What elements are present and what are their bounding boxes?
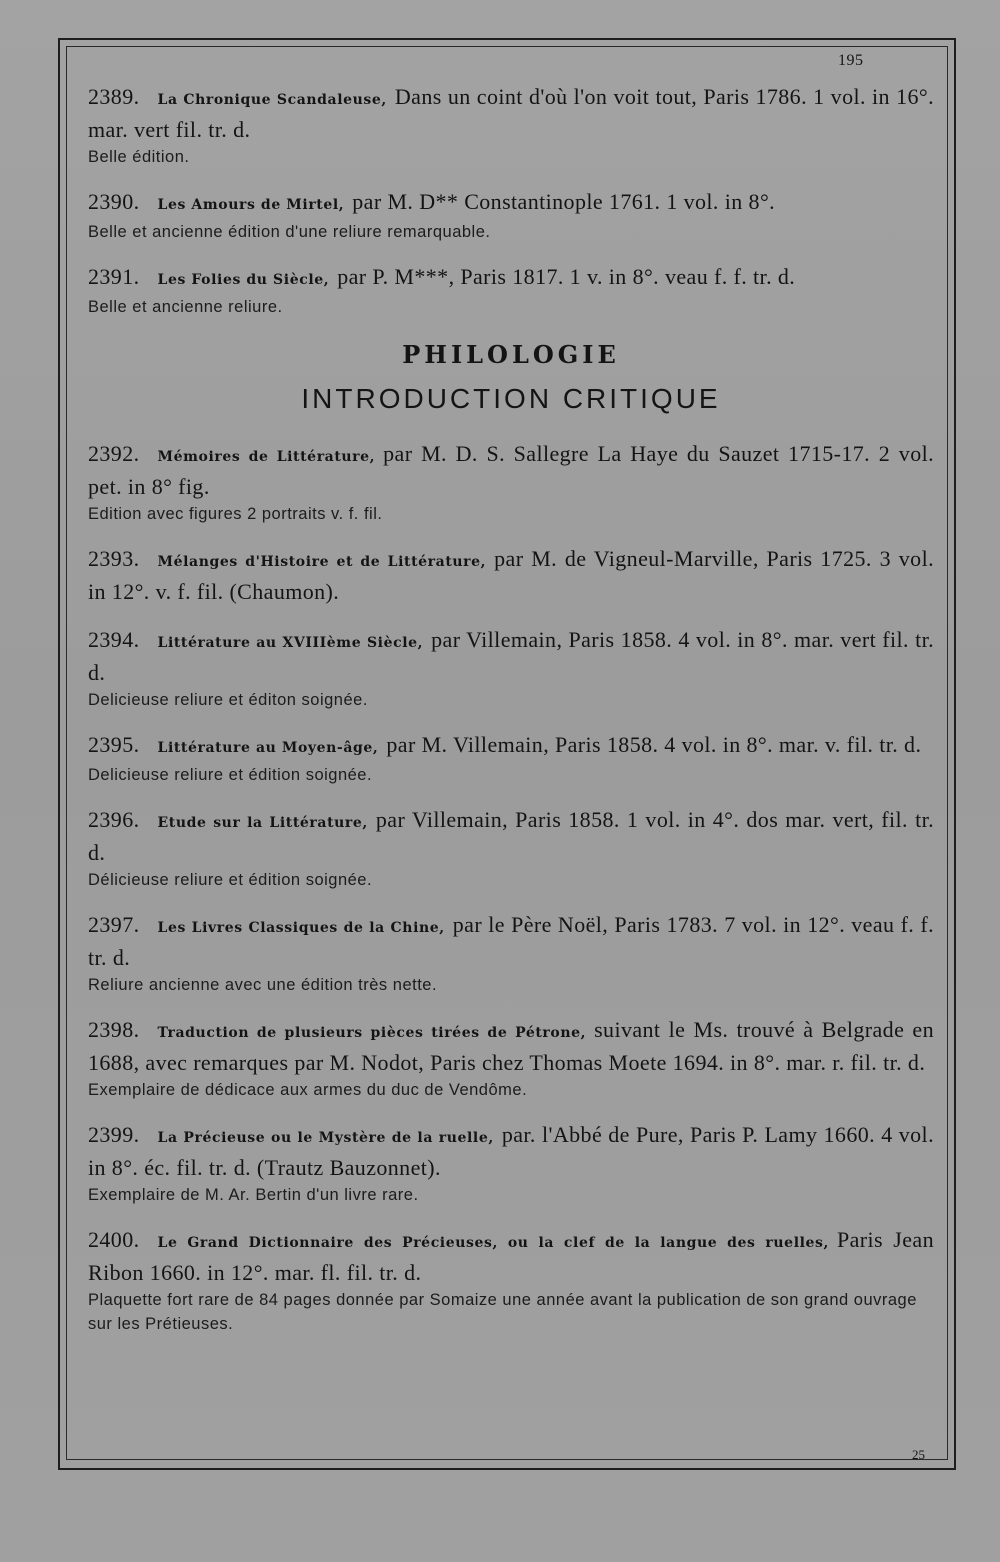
- page-number: 195: [838, 52, 864, 69]
- entries-list-before: [88, 82, 934, 319]
- entry-note: Délicieuse reliure et édition soignée.: [88, 871, 373, 889]
- entry-title: Les Livres Classiques de la Chine,: [157, 920, 445, 936]
- entry-number: 2399.: [88, 1122, 140, 1147]
- entry-number: 2396.: [88, 807, 140, 832]
- entry-note: Delicieuse reliure et éditon soignée.: [88, 691, 368, 709]
- entry-note: Reliure ancienne avec une édition très nette.: [88, 976, 438, 994]
- entry-details: par Villemain, Paris 1858. 1 vol. in 4°. dos mar. vert, fil. tr. d.: [88, 807, 934, 865]
- entry-title: La Précieuse ou le Mystère de la ruelle,: [157, 1130, 494, 1146]
- entry-description: [88, 82, 934, 145]
- entry-title: La Chronique Scandaleuse,: [157, 92, 387, 108]
- entry-description: [88, 439, 934, 502]
- entry-title: Le Grand Dictionnaire des Précieuses, ou la clef de la langue des ruelles,: [157, 1235, 829, 1251]
- entry-details: par M. D. S. Sallegre La Haye du Sauzet 1715-17. 2 vol. pet. in 8° fig.: [88, 441, 935, 499]
- entry-description: [88, 262, 934, 295]
- catalogue-entry: [88, 187, 934, 244]
- catalogue-entry: [88, 805, 934, 892]
- catalogue-entry: [88, 1120, 934, 1207]
- entry-number: 2394.: [88, 627, 140, 652]
- entry-note: Exemplaire de M. Ar. Bertin d'un livre rare.: [88, 1186, 419, 1204]
- entry-details: Dans un coint d'où l'on voit tout, Paris 1786. 1 vol. in 16°. mar. vert fil. tr. d.: [88, 84, 934, 142]
- entry-details: par M. Villemain, Paris 1858. 4 vol. in 8°. mar. v. fil. tr. d.: [386, 732, 922, 757]
- entry-description: [88, 1015, 934, 1078]
- entry-description: [88, 910, 934, 973]
- entry-title: Littérature au Moyen-âge,: [157, 740, 379, 756]
- entry-details: par M. de Vigneul-Marville, Paris 1725. 3 vol. in 12°. v. f. fil. (Chaumon).: [88, 546, 934, 604]
- catalogue-entry: [88, 544, 934, 607]
- entry-title: Les Amours de Mirtel,: [157, 197, 345, 213]
- catalogue-entry: [88, 439, 934, 526]
- entry-details: Paris Jean Ribon 1660. in 12°. mar. fl. fil. tr. d.: [88, 1227, 935, 1285]
- entry-note: Delicieuse reliure et édition soignée.: [88, 766, 373, 784]
- entry-description: [88, 730, 934, 763]
- entry-note: Belle et ancienne reliure.: [88, 298, 283, 316]
- entry-number: 2398.: [88, 1017, 140, 1042]
- entry-note: Belle édition.: [88, 148, 190, 166]
- entry-description: [88, 805, 934, 868]
- catalogue-entry: [88, 625, 934, 712]
- entry-number: 2395.: [88, 732, 140, 757]
- entry-details: par. l'Abbé de Pure, Paris P. Lamy 1660. 4 vol. in 8°. éc. fil. tr. d. (Trautz Bauzonnet).: [88, 1122, 934, 1180]
- catalogue-entry: [88, 82, 934, 169]
- catalogue-entry: [88, 262, 934, 319]
- entry-note: Edition avec figures 2 portraits v. f. fil.: [88, 505, 383, 523]
- entry-number: 2389.: [88, 84, 140, 109]
- catalogue-entry: [88, 910, 934, 997]
- entry-description: [88, 187, 934, 220]
- entry-number: 2390.: [88, 189, 140, 214]
- entry-title: Traduction de plusieurs pièces tirées de Pétrone,: [157, 1025, 587, 1041]
- section-title: PHILOLOGIE: [402, 340, 620, 369]
- entry-description: [88, 544, 934, 607]
- entry-details: par le Père Noël, Paris 1783. 7 vol. in 12°. veau f. f. tr. d.: [88, 912, 935, 970]
- signature-mark: 25: [912, 1447, 925, 1462]
- entry-details: par Villemain, Paris 1858. 4 vol. in 8°. mar. vert fil. tr. d.: [88, 627, 934, 685]
- catalogue-entry: [88, 730, 934, 787]
- page-content: [88, 82, 934, 1354]
- entry-number: 2393.: [88, 546, 140, 571]
- section-heading: [88, 337, 934, 419]
- entry-note: Plaquette fort rare de 84 pages donnée par Somaize une année avant la publication de son grand ouvrage sur les Prétieuses.: [88, 1291, 917, 1333]
- entry-details: par P. M***, Paris 1817. 1 v. in 8°. veau f. f. tr. d.: [337, 264, 796, 289]
- entries-list-after: [88, 439, 934, 1336]
- entry-note: Exemplaire de dédicace aux armes du duc de Vendôme.: [88, 1081, 528, 1099]
- entry-number: 2397.: [88, 912, 140, 937]
- entry-title: Mémoires de Littérature,: [157, 449, 376, 465]
- entry-description: [88, 1225, 934, 1288]
- entry-title: Littérature au XVIIIème Siècle,: [157, 635, 424, 651]
- entry-number: 2392.: [88, 441, 140, 466]
- catalogue-entry: [88, 1225, 934, 1336]
- entry-details: par M. D** Constantinople 1761. 1 vol. in 8°.: [352, 189, 776, 214]
- entry-title: Les Folies du Siècle,: [157, 272, 330, 288]
- entry-title: Etude sur la Littérature,: [157, 815, 368, 831]
- section-subtitle: INTRODUCTION CRITIQUE: [301, 383, 721, 414]
- entry-title: Mélanges d'Histoire et de Littérature,: [157, 554, 487, 570]
- entry-details: suivant le Ms. trouvé à Belgrade en 1688, avec remarques par M. Nodot, Paris chez Thomas Moete 1694. in 8°. mar. r. fil. tr. d.: [88, 1017, 934, 1075]
- catalogue-entry: [88, 1015, 934, 1102]
- entry-number: 2391.: [88, 264, 140, 289]
- entry-note: Belle et ancienne édition d'une reliure remarquable.: [88, 223, 491, 241]
- entry-number: 2400.: [88, 1227, 140, 1252]
- entry-description: [88, 625, 934, 688]
- entry-description: [88, 1120, 934, 1183]
